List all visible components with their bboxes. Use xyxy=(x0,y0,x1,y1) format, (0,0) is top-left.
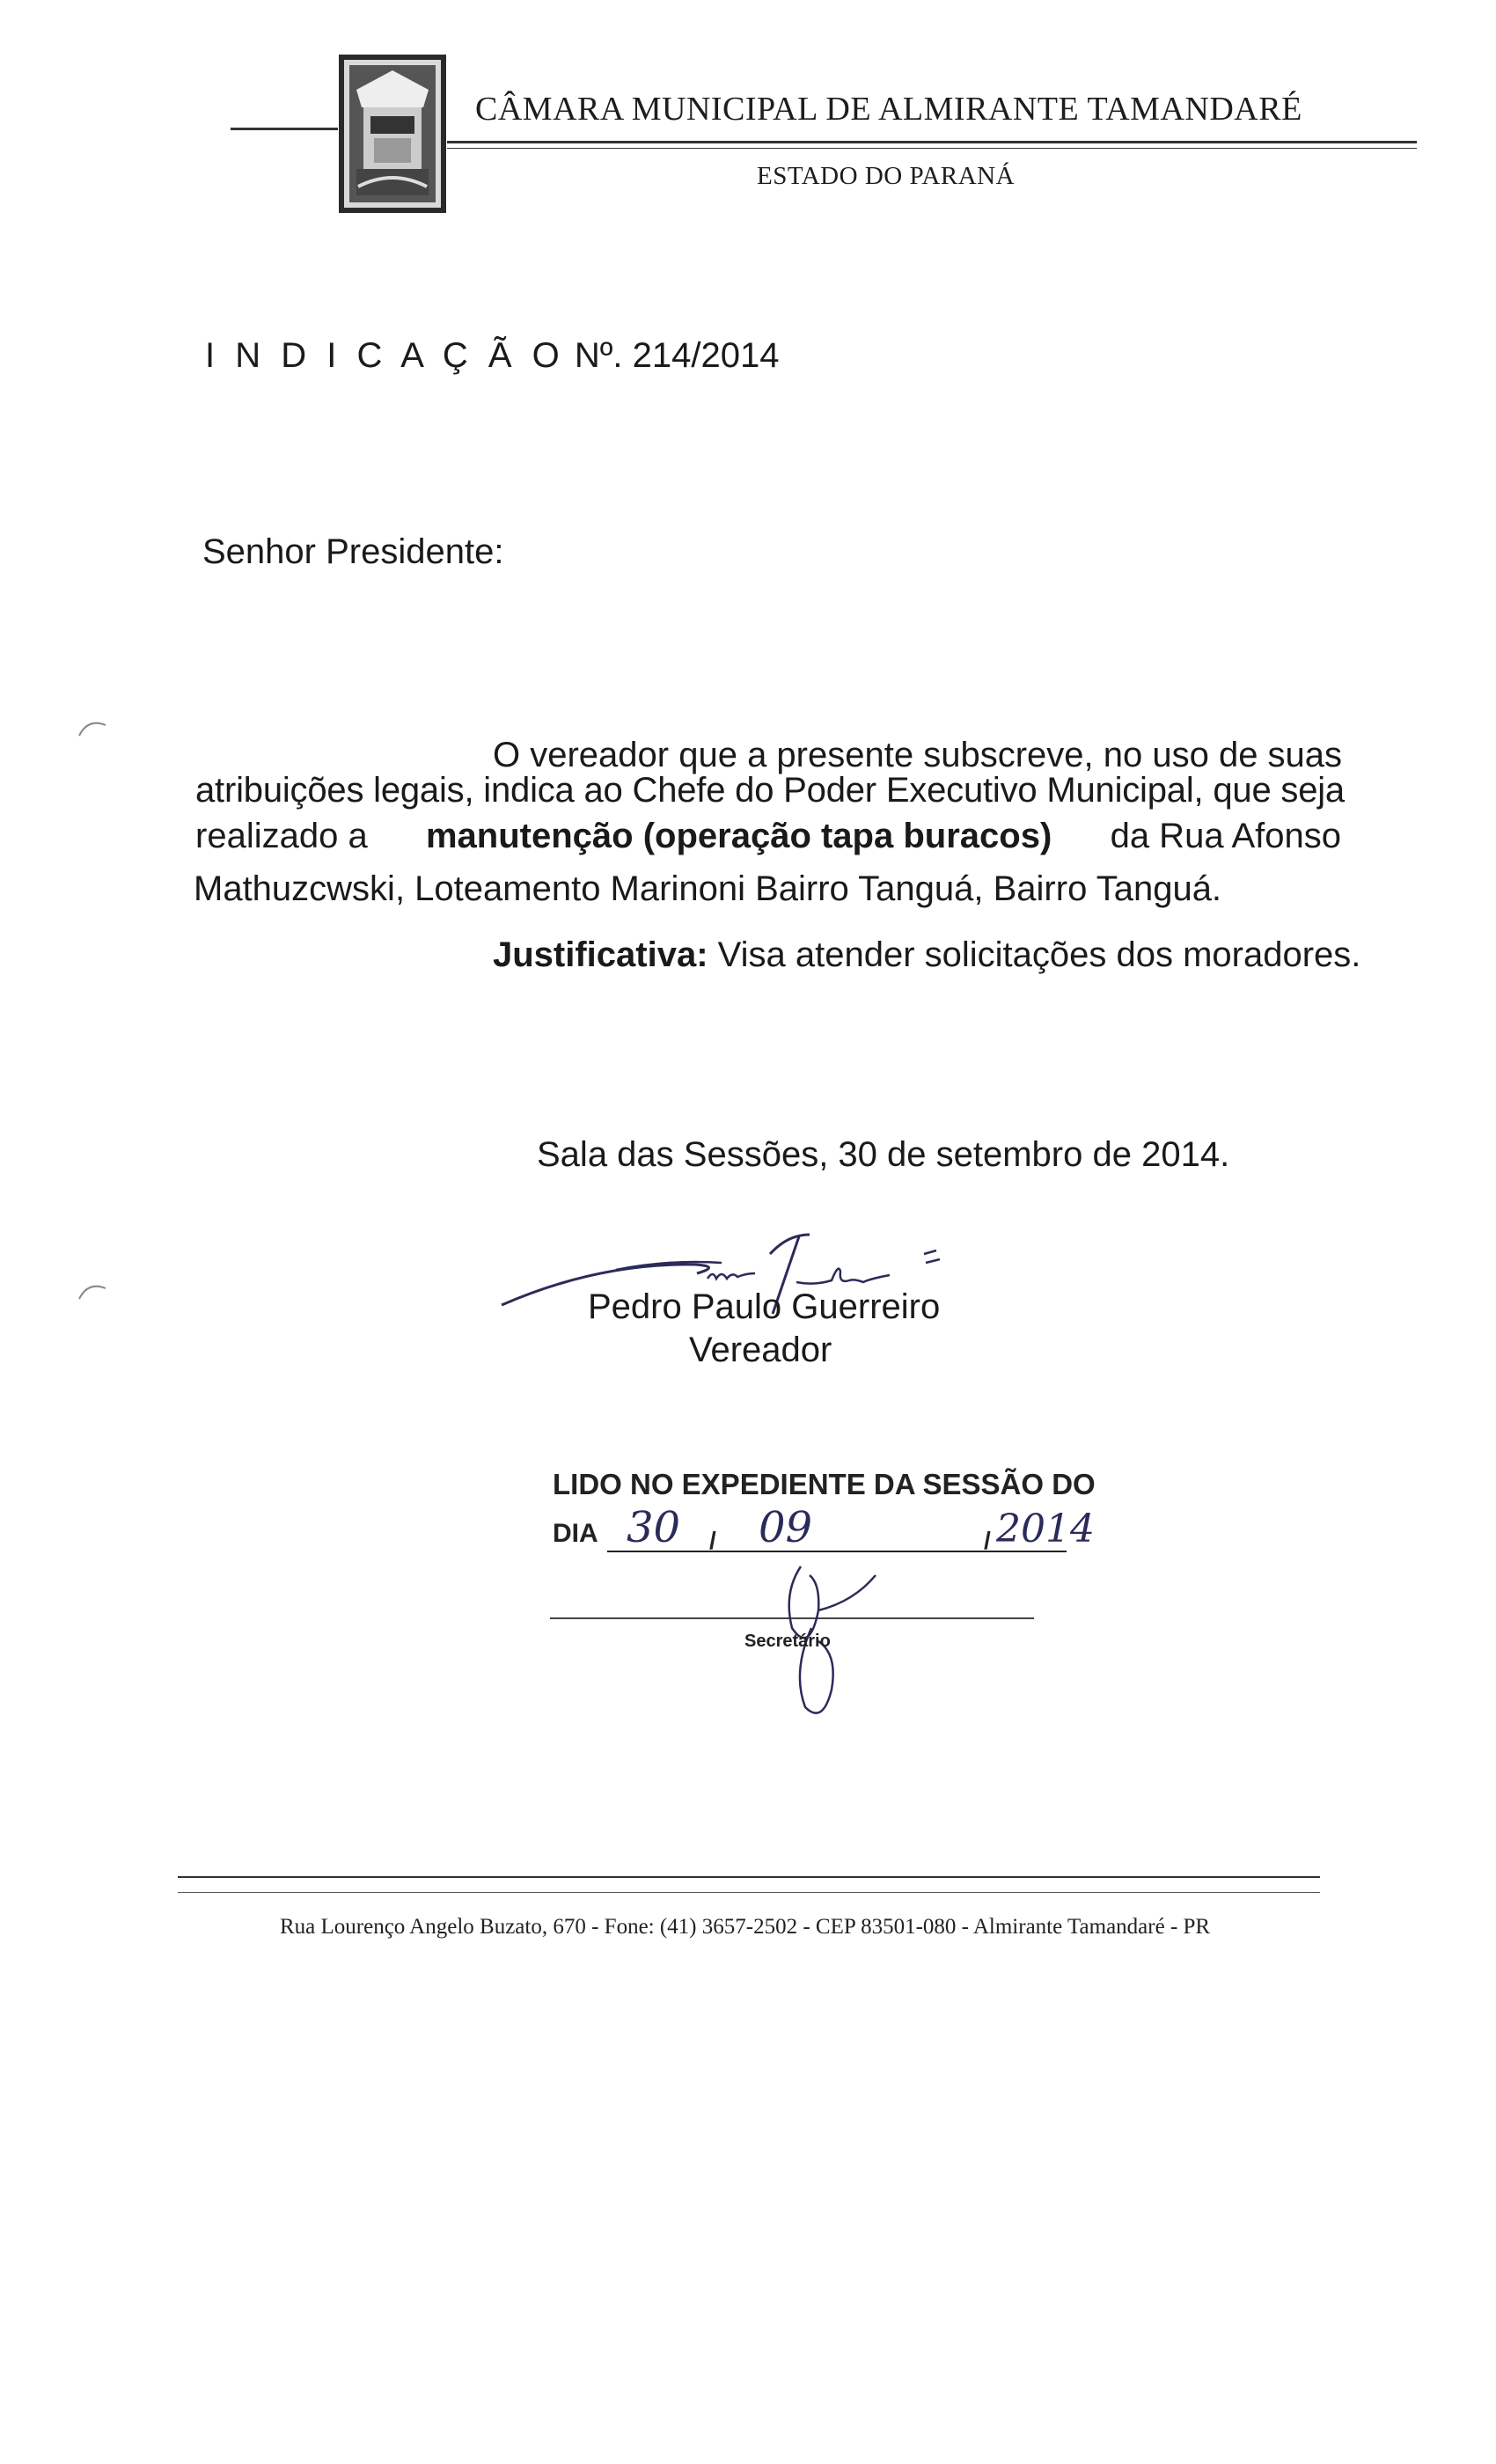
body-line-1: O vereador que a presente subscreve, no uso de suas xyxy=(493,736,1343,774)
header-title: CÂMARA MUNICIPAL DE ALMIRANTE TAMANDARÉ xyxy=(475,91,1302,128)
heading-label: I N D I C A Ç Ã O xyxy=(205,336,565,375)
header-subtitle: ESTADO DO PARANÁ xyxy=(757,162,1016,190)
place-date: Sala das Sessões, 30 de setembro de 2014. xyxy=(537,1135,1230,1174)
header-rule-left xyxy=(231,128,338,130)
header-rule-right-thin xyxy=(447,148,1417,149)
body-line-3 xyxy=(195,818,1341,854)
footer-rule-top xyxy=(178,1876,1320,1878)
scan-mark-icon xyxy=(76,715,111,745)
scan-mark-icon xyxy=(76,1278,111,1309)
stamp-line-1: LIDO NO EXPEDIENTE DA SESSÃO DO xyxy=(553,1468,1096,1500)
body-line-3-bold: manutenção (operação tapa buracos) xyxy=(425,817,1052,855)
secretary-label: Secretário xyxy=(744,1632,831,1651)
stamp-year: 2014 xyxy=(996,1507,1095,1551)
footer-rule-bottom xyxy=(178,1892,1320,1893)
body-line-3-end: da Rua Afonso xyxy=(1110,817,1341,855)
signer-role: Vereador xyxy=(689,1331,832,1369)
coat-of-arms-icon xyxy=(339,55,446,213)
justification-label: Justificativa: xyxy=(493,935,708,974)
justification xyxy=(493,937,1360,972)
stamp-slash-1: / xyxy=(709,1527,716,1554)
heading-number: 214/2014 xyxy=(632,336,780,375)
heading-number-label: Nº. xyxy=(574,336,623,375)
header-rule-right xyxy=(447,141,1417,143)
stamp-month: 09 xyxy=(759,1503,813,1552)
document-heading xyxy=(205,336,779,376)
justification-text: Visa atender solicitações dos moradores. xyxy=(717,935,1361,974)
body-line-2: atribuições legais, indica ao Chefe do Poder Executivo Municipal, que seja xyxy=(195,771,1345,810)
stamp-slash-2: / xyxy=(984,1527,991,1554)
stamp-dia-label: DIA xyxy=(553,1519,598,1548)
stamp-day: 30 xyxy=(627,1503,681,1552)
body-line-3-start: realizado a xyxy=(195,817,368,855)
footer-address: Rua Lourenço Angelo Buzato, 670 - Fone: (41) 3657-2502 - CEP 83501-080 - Almirante Tamandaré - PR xyxy=(280,1915,1211,1939)
signer-name: Pedro Paulo Guerreiro xyxy=(588,1287,941,1326)
salutation: Senhor Presidente: xyxy=(202,532,504,571)
body-line-4: Mathuzcwski, Loteamento Marinoni Bairro Tanguá, Bairro Tanguá. xyxy=(194,869,1222,908)
